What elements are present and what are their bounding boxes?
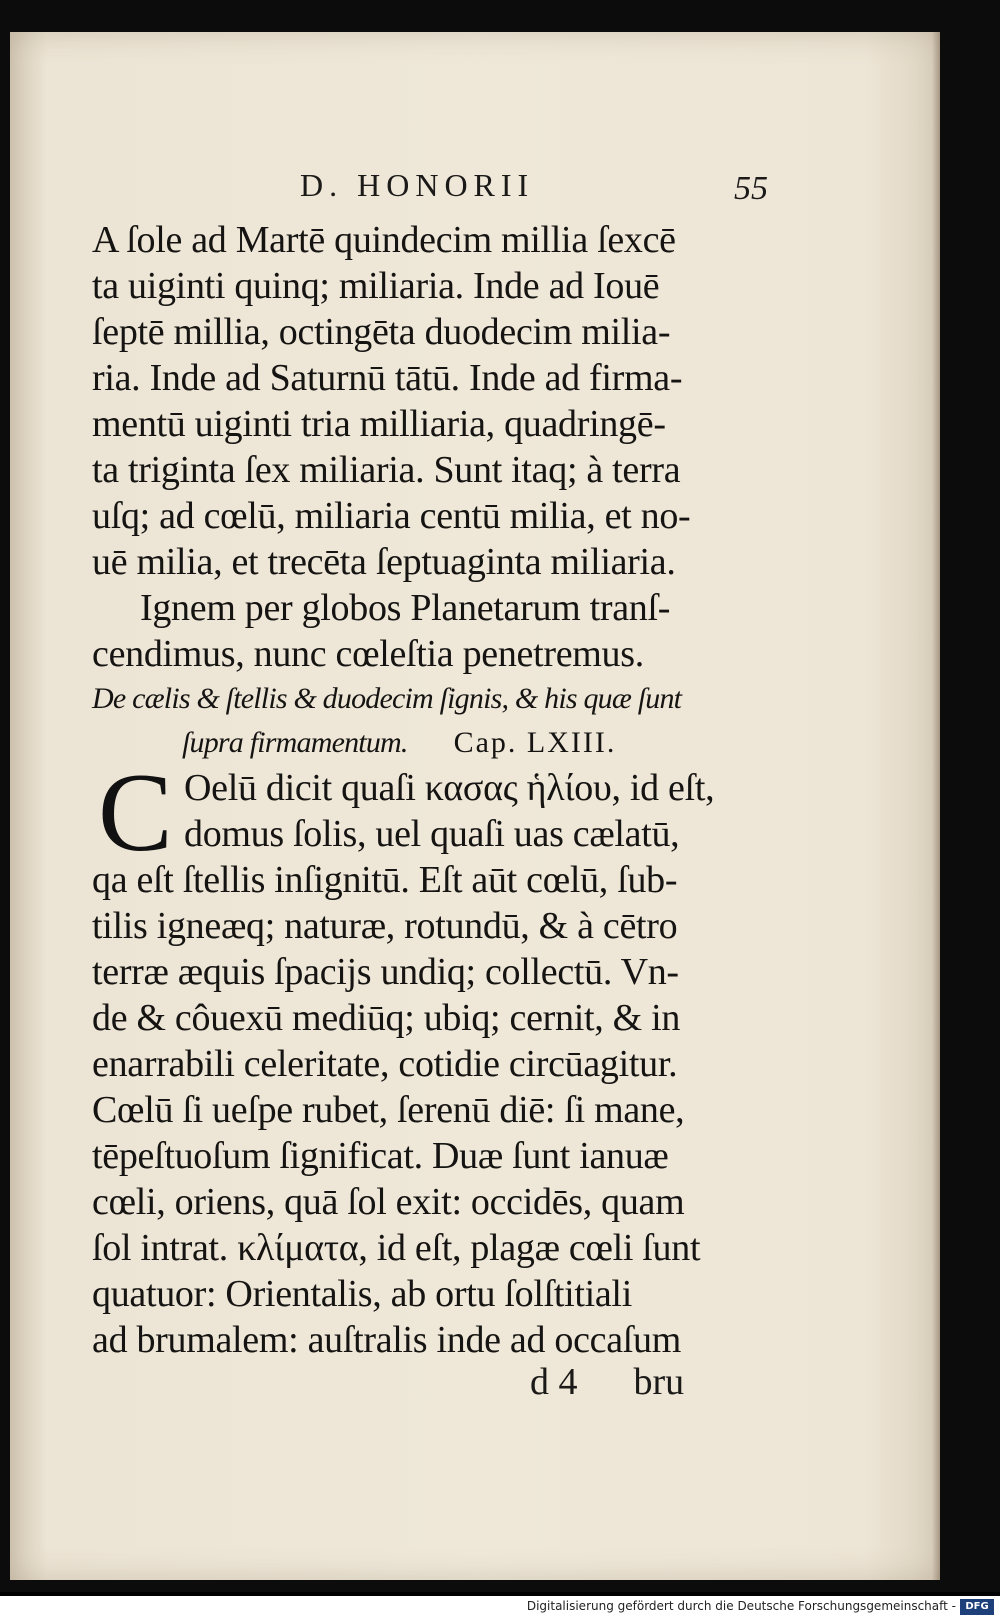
chapter-number: Cap. LXIII. bbox=[453, 726, 617, 759]
text-line: domus ſolis, uel quaſi uas cælatū, bbox=[184, 813, 680, 855]
funding-credit: Digitalisierung gefördert durch die Deutsche Forschungsgemeinschaft - bbox=[526, 1599, 956, 1613]
text-line: cœli, oriens, quā ſol exit: occidēs, quam bbox=[92, 1181, 685, 1223]
text-line: ſeptē millia, octingēta duodecim milia- bbox=[92, 311, 671, 353]
rubric-text: ſupra firmamentum. bbox=[182, 726, 408, 759]
text-line: ria. Inde ad Saturnū tātū. Inde ad firma- bbox=[92, 357, 683, 399]
text-line: enarrabili celeritate, cotidie circūagitur. bbox=[92, 1043, 678, 1085]
decorated-initial: C bbox=[98, 751, 173, 875]
book-page bbox=[10, 32, 940, 1580]
text-line: tēpeſtuoſum ſignificat. Duæ ſunt ianuæ bbox=[92, 1135, 669, 1177]
text-line: Cœlū ſi ueſpe rubet, ſerenū diē: ſi mane, bbox=[92, 1089, 685, 1131]
text-line: uſq; ad cœlū, miliaria centū milia, et no- bbox=[92, 495, 691, 537]
text-line: qa eſt ſtellis inſignitū. Eſt aūt cœlū, ſub- bbox=[92, 859, 678, 901]
chapter-rubric-line1: De cælis & ſtellis & duodecim ſignis, & his quæ ſunt bbox=[92, 682, 682, 715]
initial-block bbox=[92, 751, 792, 875]
text-line: A ſole ad Martē quindecim millia ſexcē bbox=[92, 219, 676, 261]
text-line: quatuor: Orientalis, ab ortu ſolſtitiali bbox=[92, 1273, 632, 1315]
running-title: D. HONORII bbox=[300, 167, 535, 203]
text-line: cendimus, nunc cœleſtia penetremus. bbox=[92, 633, 644, 675]
text-line: ta uiginti quinq; miliaria. Inde ad Iouē bbox=[92, 265, 660, 307]
text-line: ad brumalem: auſtralis inde ad occaſum bbox=[92, 1319, 681, 1361]
text-line: ſol intrat. κλίματα, id eſt, plagæ cœli ſunt bbox=[92, 1227, 701, 1269]
catchword: bru bbox=[633, 1361, 685, 1403]
text-line: Ignem per globos Planetarum tranſ- bbox=[140, 587, 671, 629]
catchword-line bbox=[530, 1360, 740, 1404]
dfg-logo-icon: DFG bbox=[960, 1599, 994, 1615]
page-text bbox=[92, 217, 792, 1363]
text-line: Oelū dicit quaſi κασας ἡλίου, id eſt, bbox=[184, 767, 715, 809]
footer-bar bbox=[0, 1596, 1000, 1620]
text-line: terræ æquis ſpacijs undiq; collectū. Vn- bbox=[92, 951, 679, 993]
text-line: de & côuexū mediūq; ubiq; cernit, & in bbox=[92, 997, 681, 1039]
text-line: tilis igneæq; naturæ, rotundū, & à cētro bbox=[92, 905, 678, 947]
text-line: mentū uiginti tria milliaria, quadringē- bbox=[92, 403, 666, 445]
chapter-rubric-line2 bbox=[92, 721, 792, 765]
text-line: uē milia, et trecēta ſeptuaginta miliaria. bbox=[92, 541, 676, 583]
signature-mark: d 4 bbox=[530, 1361, 578, 1403]
folio-number: 55 bbox=[734, 170, 768, 207]
text-line: ta triginta ſex miliaria. Sunt itaq; à terra bbox=[92, 449, 681, 491]
